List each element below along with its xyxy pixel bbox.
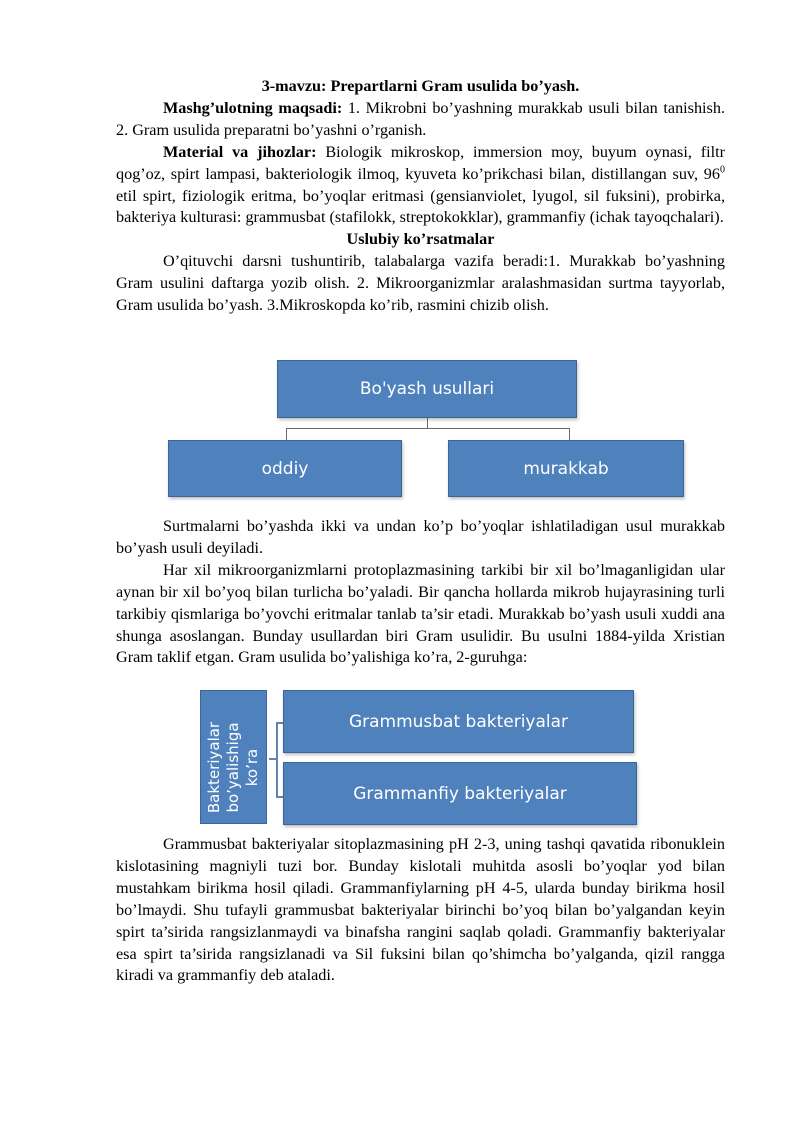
diagram-root-label: Bo'yash usullari xyxy=(359,379,495,399)
degree-superscript: 0 xyxy=(720,164,725,176)
goal-label: Mashg’ulotning maqsadi: xyxy=(163,98,343,117)
side-label-line3: ko’ra xyxy=(243,748,261,787)
diagram-bottom-box xyxy=(283,762,637,825)
connector-line xyxy=(286,428,287,440)
diagram-root-box xyxy=(277,360,577,418)
materials-text-b: etil spirt, fiziologik eritma, bo’yoqlar eritmasi (gensianviolet, lyugol, sil fuksini), probirka, bakteriya kulturasi: grammusbat (stafilokk, streptokokklar), grammanfiy (ichak tayoqchalari). xyxy=(116,186,725,227)
complex-paragraph: Surtmalarni bo’yashda ikki va undan ko’p bo’yoqlar ishlatiladigan usul murakkab bo’yash usuli deyiladi. xyxy=(116,517,725,557)
gram-paragraph: Har xil mikroorganizmlarni protoplazmasining tarkibi bir xil bo’lmaganligidan ular aynan bir xil bo’yoq bilan turlicha bo’yaladi. Bir qancha hollarda mikrob hujayrasining turli tarkibiy qismlariga bo’yovchi eritmalar tanlab ta’sir etadi. Murakkab bo’yash usuli xuddi ana shunga asoslangan. Bunday usullardan biri Gram usulidir. Bu usulni 1884-yilda Xristian Gram taklif etgan. Gram usulida bo’yalishiga ko’ra, 2-guruhga: xyxy=(116,560,725,667)
gram-negative-label: Grammanfiy bakteriyalar xyxy=(353,783,567,804)
document-body-middle xyxy=(116,516,725,669)
materials-paragraph xyxy=(116,142,725,230)
side-label-line2: bo’yalishiga xyxy=(224,722,242,813)
method-heading: Uslubiy ko’rsatmalar xyxy=(346,230,495,249)
goal-text: 1. Mikrobni bo’yashning murakkab usuli bilan tanishish. 2. Gram usulida preparatni bo’yashni o’rganish. xyxy=(116,98,725,139)
side-label-line1: Bakteriyalar xyxy=(205,721,223,814)
bracket-tick xyxy=(269,758,276,760)
final-paragraph: Grammusbat bakteriyalar sitoplazmasining pH 2-3, uning tashqi qavatida ribonuklein kislotasining magniyli tuzi bor. Bunday kislotali muhitda asosli bo’yoqlar yod bilan mustahkam birikma hosil qiladi. Grammanfiylarning pH 4-5, ularda bunday birikma hosil bo’lmaydi. Shu tufayli grammusbat bakteriyalar birinchi bo’yoq bilan bo’yalgandan keyin spirt ta’sirida rangsizlanmaydi va binafsha rangini saqlab qoladi. Grammanfiy bakteriyalar esa spirt ta’sirida rangsizlanadi va Sil fuksini bilan qo’shimcha bo’yalganda, qizil rangga kiradi va grammanfiy deb ataladi. xyxy=(116,835,725,985)
goal-paragraph xyxy=(116,98,725,142)
document-body-bottom xyxy=(116,834,725,987)
document-body xyxy=(116,76,725,317)
diagram-top-box xyxy=(283,690,634,753)
connector-line xyxy=(569,428,570,440)
materials-text-a: Biologik mikroskop, immersion moy, buyum oynasi, filtr qog’oz, spirt lampasi, bakteriologik ilmoq, kyuveta ko’prikchasi bilan, distillangan suv, 96 xyxy=(116,142,725,183)
diagram-right-label: murakkab xyxy=(523,458,609,479)
diagram-left-box xyxy=(168,440,402,497)
materials-label: Material va jihozlar: xyxy=(163,142,317,161)
connector-line xyxy=(427,418,428,428)
page-title: 3-mavzu: Prepartlarni Gram usulida bo’yash. xyxy=(261,77,580,95)
gram-positive-label: Grammusbat bakteriyalar xyxy=(348,711,569,732)
connector-line xyxy=(286,428,570,429)
diagram-left-label: oddiy xyxy=(261,458,309,479)
diagram-side-label xyxy=(205,705,262,830)
method-paragraph: O’qituvchi darsni tushuntirib, talabalarga vazifa beradi:1. Murakkab bo’yashning Gram usulini daftarga yozib olish. 2. Mikroorganizmlar aralashmasidan surtma tayyorlab, Gram usulida bo’yash. 3.Mikroskopda ko’rib, rasmini chizib olish. xyxy=(116,252,725,315)
diagram-right-box xyxy=(448,440,684,497)
